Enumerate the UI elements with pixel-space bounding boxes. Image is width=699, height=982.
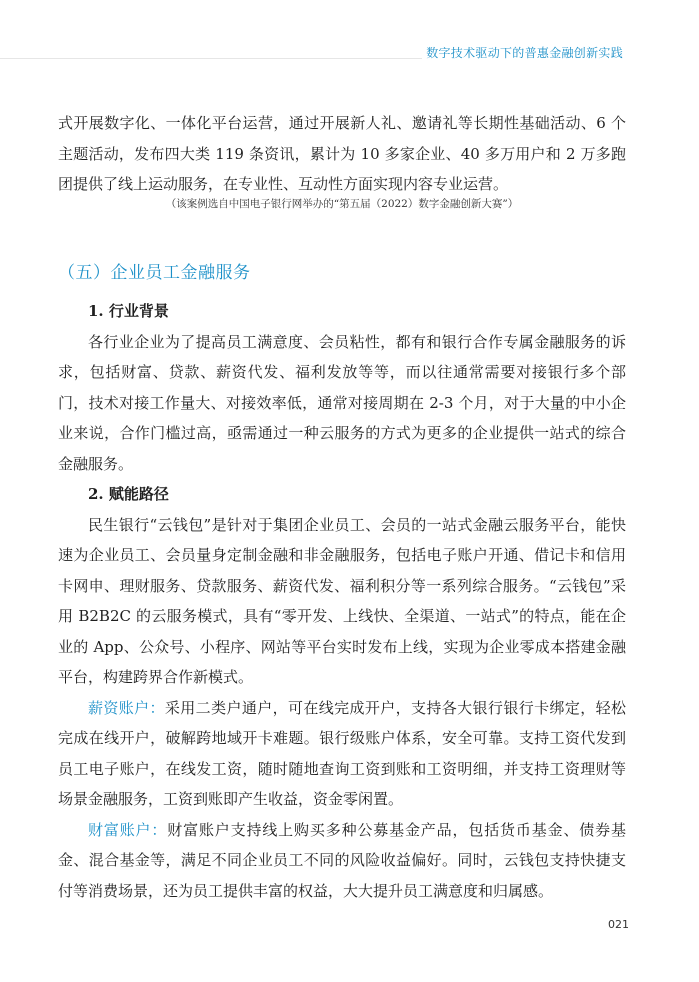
case-source-caption: （该案例选自中国电子银行网举办的“第五届（2022）数字金融创新大赛”） xyxy=(165,198,519,210)
header-divider xyxy=(0,58,422,59)
page-number: 021 xyxy=(608,918,629,931)
subsection-heading-path: 2. 赋能路径 xyxy=(88,485,169,503)
wealth-account-label: 财富账户： xyxy=(88,820,168,839)
salary-account-text: 采用二类户通户，可在线完成开户，支持各大银行银行卡绑定，轻松完成在线开户，破解跨地域开卡难题。银行级账户体系，安全可靠。支持工资代发到员工电子账户，在线发工资，随时随地查询工资到账和工资明细，并支持工资理财等场景金融服务，工资到账即产生收益，资金零闲置。 xyxy=(58,698,626,808)
intro-block xyxy=(58,108,626,200)
running-header: 数字技术驱动下的普惠金融创新实践 xyxy=(426,46,623,60)
path-paragraph: 民生银行“云钱包”是针对于集团企业员工、会员的一站式金融云服务平台，能快速为企业员工、会员量身定制金融和非金融服务，包括电子账户开通、借记卡和信用卡网申、理财服务、贷款服务、薪资代发、福利积分等一系列综合服务。“云钱包”采用 B2B2C 的云服务模式，具有“零开发、上线快、全渠道、一站式”的特点，能在企业的 App、公众号、小程序、网站等平台实时发布上线，实现为企业零成本搭建金融平台，构建跨界合作新模式。 xyxy=(58,515,626,686)
intro-paragraph: 式开展数字化、一体化平台运营，通过开展新人礼、邀请礼等长期性基础活动、6 个主题活动，发布四大类 119 条资讯，累计为 10 多家企业、40 多万用户和 2 万多跑团提供了线上运动服务，在专业性、互动性方面实现内容专业运营。 xyxy=(58,114,626,193)
wealth-account-text: 财富账户支持线上购买多种公募基金产品，包括货币基金、债券基金、混合基金等，满足不同企业员工不同的风险收益偏好。同时，云钱包支持快捷支付等消费场景，还为员工提供丰富的权益，大大提升员工满意度和归属感。 xyxy=(58,820,626,900)
salary-account-paragraph xyxy=(58,693,626,815)
subsection-heading-background: 1. 行业背景 xyxy=(88,302,169,320)
section-title: （五）企业员工金融服务 xyxy=(58,263,251,283)
wealth-account-paragraph xyxy=(58,815,626,907)
section-body xyxy=(58,296,626,906)
background-paragraph: 各行业企业为了提高员工满意度、会员粘性，都有和银行合作专属金融服务的诉求，包括财富、贷款、薪资代发、福利发放等等，而以往通常需要对接银行多个部门，技术对接工作量大、对接效率低，通常对接周期在 2-3 个月，对于大量的中小企业来说，合作门槛过高，亟需通过一种云服务的方式为更多的企业提供一站式的综合金融服务。 xyxy=(58,332,626,473)
salary-account-label: 薪资账户： xyxy=(88,698,165,717)
